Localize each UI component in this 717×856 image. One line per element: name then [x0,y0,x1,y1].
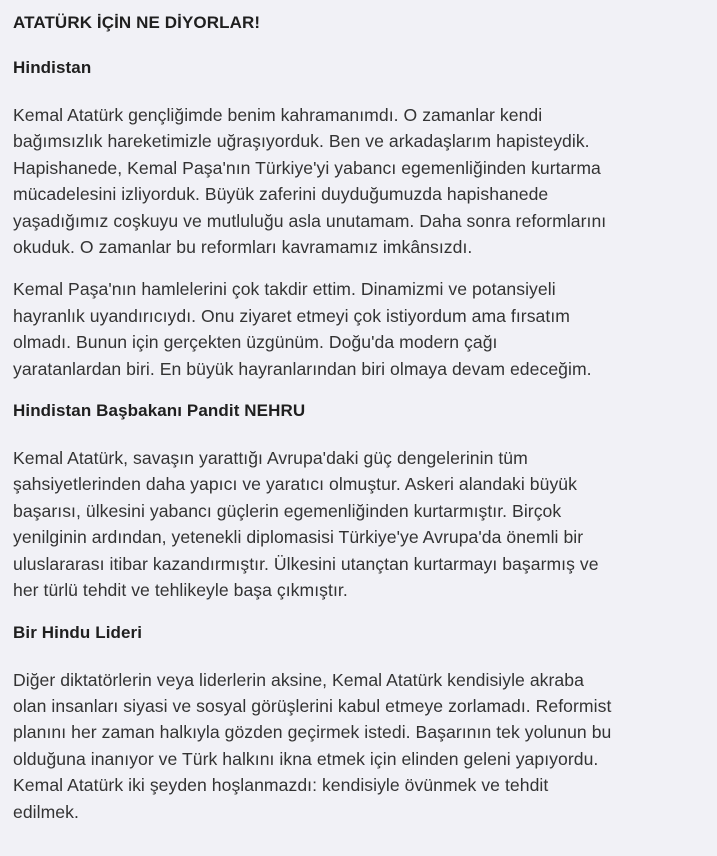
text-line: Kemal Atatürk gençliğimde benim kahramanımdı. O zamanlar kendi [13,105,543,125]
paragraph-hindistan-1 [13,102,703,260]
text-line: yenilginin ardından, yetenekli diplomasisi Türkiye'ye Avrupa'da önemli bir [13,527,584,548]
text-line: Kemal Atatürk iki şeyden hoşlanmazdı: kendisiyle övünmek ve tehdit [13,775,549,796]
text-line: bağımsızlık hareketimizle uğraşıyorduk. Ben ve arkadaşlarım hapisteydik. [13,131,590,152]
text-line: okuduk. O zamanlar bu reformları kavramamız imkânsızdı. [13,237,473,258]
text-line: olan insanları siyasi ve sosyal görüşlerini kabul etmeye zorlamadı. Reformist [13,695,612,716]
text-line: Kemal Atatürk, savaşın yarattığı Avrupa'daki güç dengelerinin tüm [13,448,528,469]
text-line: Hapishanede, Kemal Paşa'nın Türkiye'yi yabancı egemenliğinden kurtarma [13,157,601,178]
text-line: edilmek. [13,801,79,822]
text-line: Kemal Paşa'nın hamlelerini çok takdir ettim. Dinamizmi ve potansiyeli [13,279,556,300]
section-heading-nehru: Hindistan Başbakanı Pandit NEHRU [13,401,306,421]
paragraph-nehru [13,445,703,603]
text-line: yaratanlardan biri. En büyük hayranlarından biri olmaya devam edeceğim. [13,358,592,379]
text-line: hayranlık uyandırıcıydı. Onu ziyaret etmeyi çok istiyordum ama fırsatım [13,305,570,326]
section-heading-hindistan: Hindistan [13,58,92,77]
page-title: ATATÜRK İÇİN NE DİYORLAR! [13,13,261,32]
text-line: olmadı. Bunun için gerçekten üzgünüm. Doğu'da modern çağı [13,332,498,353]
text-line: şahsiyetlerinden daha yapıcı ve yaratıcı olmuştur. Askeri alandaki büyük [13,474,577,495]
paragraph-hindistan-2 [13,276,703,382]
text-line: yaşadığımız coşkuyu ve mutluluğu asla unutamam. Daha sonra reformlarını [13,210,607,231]
text-line: mücadelesini izliyorduk. Büyük zaferini duyduğumuzda hapishanede [13,184,549,205]
text-line: Diğer diktatörlerin veya liderlerin aksine, Kemal Atatürk kendisiyle akraba [13,669,584,690]
paragraph-hindu-lideri [13,667,703,825]
text-line: başarısı, ülkesini yabancı güçlerin egemenliğinden kurtarmıştır. Birçok [13,500,562,521]
text-line: olduğuna inanıyor ve Türk halkını ikna etmek için elinden geleni yapıyordu. [13,748,599,769]
section-heading-hindu-lideri: Bir Hindu Lideri [13,622,143,642]
text-line: uluslararası itibar kazandırmıştır. Ülkesini utançtan kurtarmayı başarmış ve [13,553,599,574]
text-line: planını her zaman halkıyla gözden geçirmek istedi. Başarının tek yolunun bu [13,722,612,743]
text-line: her türlü tehdit ve tehlikeyle başa çıkmıştır. [13,580,348,601]
